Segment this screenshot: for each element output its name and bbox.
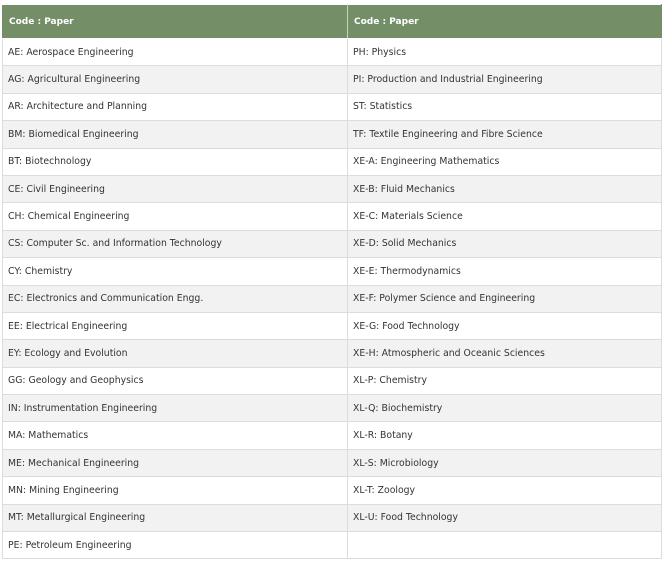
table-cell-left: BT: Biotechnology [3,148,348,175]
table-cell-left: PE: Petroleum Engineering [3,532,348,559]
table-cell-right: PH: Physics [348,39,662,66]
table-row [3,203,662,230]
table-cell-right: XE-H: Atmospheric and Oceanic Sciences [348,340,662,367]
table-cell-right: XL-S: Microbiology [348,449,662,476]
table-cell-right: XE-B: Fluid Mechanics [348,175,662,202]
table-row [3,39,662,66]
table-cell-left: MT: Metallurgical Engineering [3,504,348,531]
table-cell-right: XE-C: Materials Science [348,203,662,230]
table-row [3,66,662,93]
table-cell-left: MN: Mining Engineering [3,477,348,504]
table-row [3,148,662,175]
table-row [3,449,662,476]
table-cell-right: XE-D: Solid Mechanics [348,230,662,257]
header-cell-code-paper-right: Code : Paper [348,5,662,39]
table-cell-right: XL-Q: Biochemistry [348,395,662,422]
table-cell-right: PI: Production and Industrial Engineering [348,66,662,93]
table-body [3,39,662,559]
table-row [3,258,662,285]
table-cell-right: XE-F: Polymer Science and Engineering [348,285,662,312]
table-row [3,422,662,449]
table-row [3,230,662,257]
table-cell-left: CY: Chemistry [3,258,348,285]
table-cell-left: EE: Electrical Engineering [3,312,348,339]
paper-code-table [2,4,662,559]
table-cell-left: AE: Aerospace Engineering [3,39,348,66]
header-cell-code-paper-left: Code : Paper [3,5,348,39]
table-row [3,477,662,504]
table-cell-left: AG: Agricultural Engineering [3,66,348,93]
table-cell-left: CH: Chemical Engineering [3,203,348,230]
table-row [3,121,662,148]
table-cell-right: TF: Textile Engineering and Fibre Science [348,121,662,148]
table-cell-left: EY: Ecology and Evolution [3,340,348,367]
table-cell-right: XE-G: Food Technology [348,312,662,339]
table-row [3,367,662,394]
table-cell-left: CE: Civil Engineering [3,175,348,202]
table-cell-left: CS: Computer Sc. and Information Technology [3,230,348,257]
table-cell-left: IN: Instrumentation Engineering [3,395,348,422]
table-row [3,312,662,339]
paper-code-table-container [2,4,661,559]
table-cell-right [348,532,662,559]
table-cell-left: EC: Electronics and Communication Engg. [3,285,348,312]
table-row [3,285,662,312]
table-cell-right: XE-A: Engineering Mathematics [348,148,662,175]
table-header-row [3,5,662,39]
table-row [3,504,662,531]
table-cell-right: ST: Statistics [348,93,662,120]
table-cell-right: XL-P: Chemistry [348,367,662,394]
table-row [3,532,662,559]
table-cell-left: GG: Geology and Geophysics [3,367,348,394]
table-cell-left: MA: Mathematics [3,422,348,449]
table-cell-right: XL-R: Botany [348,422,662,449]
table-row [3,93,662,120]
table-row [3,340,662,367]
table-cell-left: BM: Biomedical Engineering [3,121,348,148]
table-row [3,175,662,202]
table-cell-right: XL-T: Zoology [348,477,662,504]
table-cell-left: ME: Mechanical Engineering [3,449,348,476]
table-row [3,395,662,422]
table-cell-left: AR: Architecture and Planning [3,93,348,120]
table-cell-right: XL-U: Food Technology [348,504,662,531]
table-cell-right: XE-E: Thermodynamics [348,258,662,285]
